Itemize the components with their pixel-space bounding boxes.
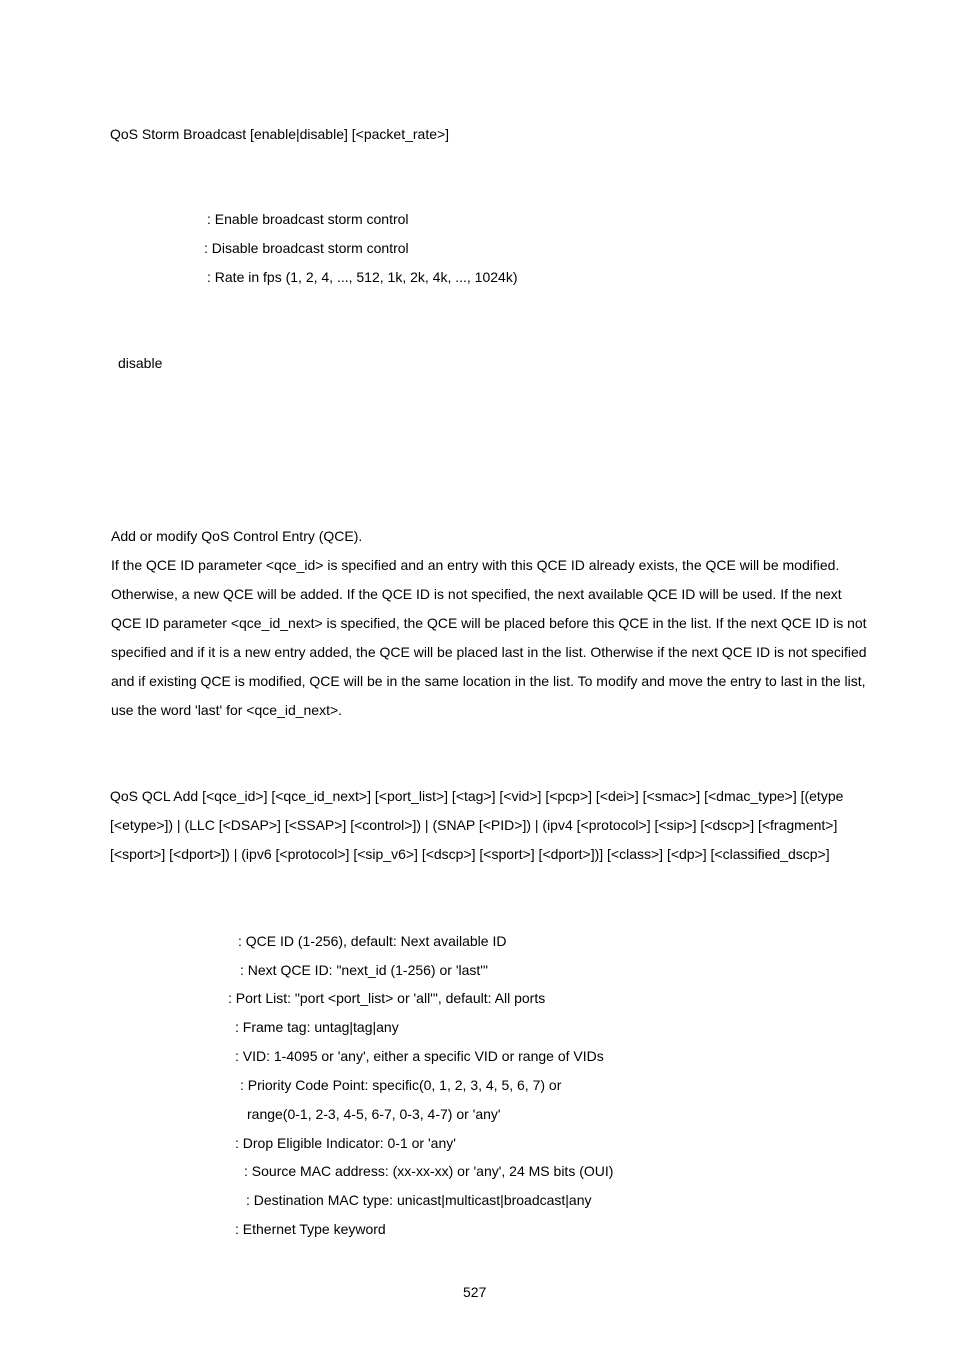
param-smac-desc: : Source MAC address: (xx-xx-xx) or 'any', 24 MS bits (OUI)	[244, 1163, 614, 1179]
qcl-add-syntax	[110, 782, 900, 869]
syntax-line: QoS QCL Add [<qce_id>] [<qce_id_next>] [<port_list>] [<tag>] [<vid>] [<pcp>] [<dei>] [<smac>] [<dmac_type>] [(etype	[110, 788, 844, 804]
description-line: QCE ID parameter <qce_id_next> is specified, the QCE will be placed before this QCE in the list. If the next QCE ID is not	[111, 615, 867, 631]
description-line: specified and if it is a new entry added, the QCE will be placed last in the list. Otherwise if the next QCE ID is not specified	[111, 644, 867, 660]
param-enable-desc: : Enable broadcast storm control	[207, 211, 409, 227]
syntax-line: [<sport>] [<dport>]) | (ipv6 [<protocol>] [<sip_v6>] [<dscp>] [<sport>] [<dport>])] [<class>] [<dp>] [<classified_dscp>]	[110, 846, 830, 862]
param-packet-rate-desc: : Rate in fps (1, 2, 4, ..., 512, 1k, 2k, 4k, ..., 1024k)	[207, 269, 518, 285]
param-pcp-desc: : Priority Code Point: specific(0, 1, 2, 3, 4, 5, 6, 7) or	[240, 1077, 562, 1093]
param-dei-desc: : Drop Eligible Indicator: 0-1 or 'any'	[235, 1135, 456, 1151]
description-line: Add or modify QoS Control Entry (QCE).	[111, 528, 363, 544]
param-tag-desc: : Frame tag: untag|tag|any	[235, 1019, 399, 1035]
syntax-line: [<etype>]) | (LLC [<DSAP>] [<SSAP>] [<control>]) | (SNAP [<PID>]) | (ipv4 [<protocol>] [<sip>] [<dscp>] [<fragment>]	[110, 817, 838, 833]
storm-broadcast-syntax: QoS Storm Broadcast [enable|disable] [<packet_rate>]	[110, 126, 450, 142]
param-dmac-type-desc: : Destination MAC type: unicast|multicast|broadcast|any	[246, 1192, 592, 1208]
description-line: and if existing QCE is modified, QCE will be in the same location in the list. To modify and move the entry to last in the list,	[111, 673, 866, 689]
param-etype-desc: : Ethernet Type keyword	[235, 1221, 386, 1237]
description-line: use the word 'last' for <qce_id_next>.	[111, 702, 343, 718]
default-value: disable	[118, 355, 163, 371]
page-number: 527	[463, 1284, 487, 1300]
param-vid-desc: : VID: 1-4095 or 'any', either a specific VID or range of VIDs	[235, 1048, 604, 1064]
param-pcp-desc-continued: range(0-1, 2-3, 4-5, 6-7, 0-3, 4-7) or 'any'	[247, 1106, 501, 1122]
qcl-add-description	[111, 522, 901, 725]
description-line: Otherwise, a new QCE will be added. If the QCE ID is not specified, the next available QCE ID will be used. If the next	[111, 586, 842, 602]
param-port-list-desc: : Port List: "port <port_list> or 'all'", default: All ports	[228, 990, 546, 1006]
param-qce-id-next-desc: : Next QCE ID: "next_id (1-256) or 'last'"	[240, 962, 488, 978]
param-disable-desc: : Disable broadcast storm control	[204, 240, 409, 256]
description-line: If the QCE ID parameter <qce_id> is specified and an entry with this QCE ID already exists, the QCE will be modified.	[111, 557, 840, 573]
param-qce-id-desc: : QCE ID (1-256), default: Next available ID	[238, 933, 507, 949]
